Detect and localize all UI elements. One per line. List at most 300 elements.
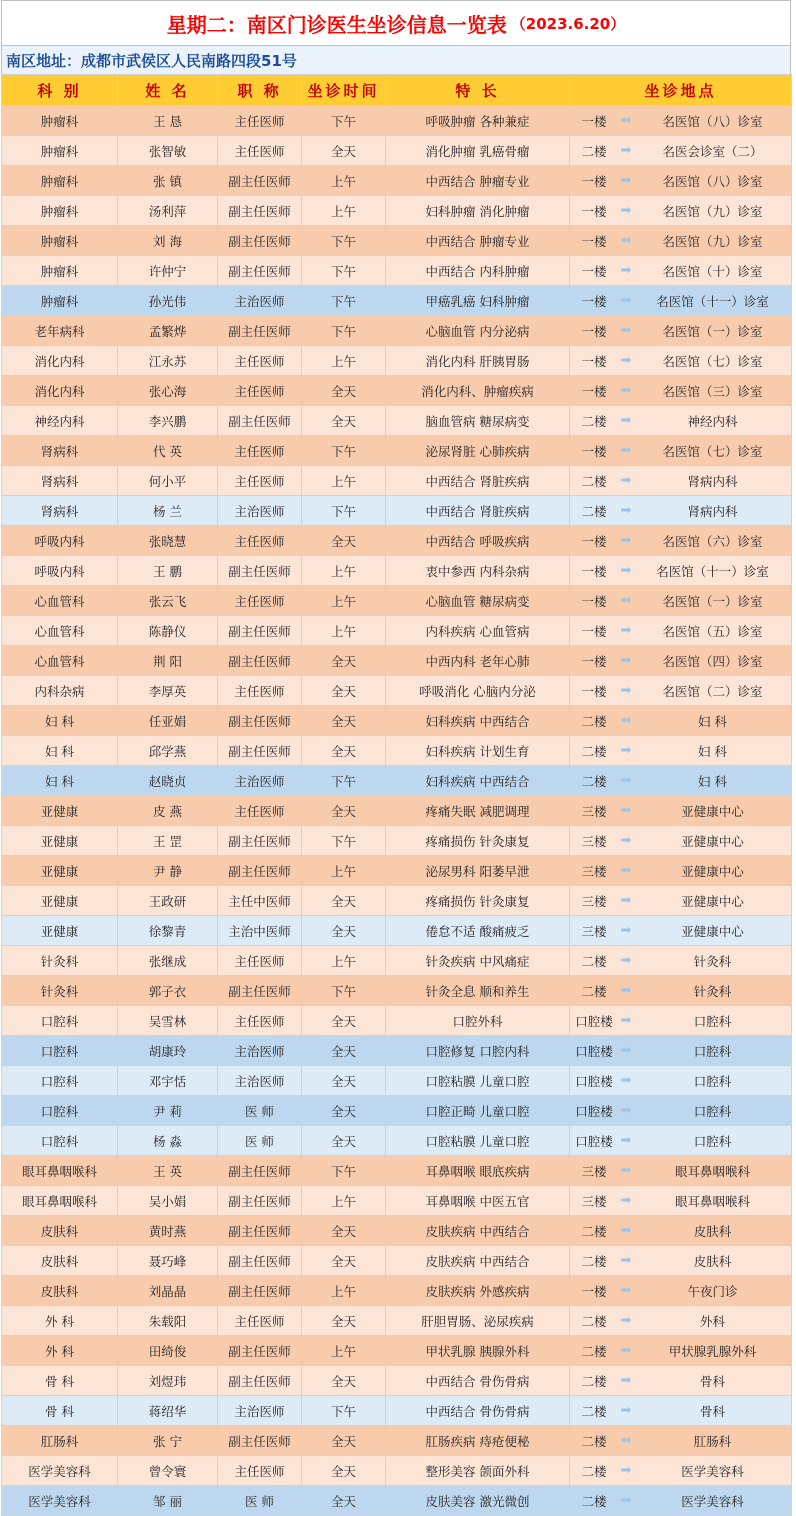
arrow-right-icon: ➡: [620, 833, 632, 848]
floor-label: 一楼: [581, 533, 607, 549]
location-cell: [570, 1156, 792, 1186]
department-cell: 内科杂病: [2, 676, 118, 706]
clinic-time-cell: 上午: [302, 466, 386, 496]
clinic-time-cell: 全天: [302, 706, 386, 736]
doctor-name-cell: 许仲宁: [118, 256, 218, 286]
header-specialty: 特 长: [386, 75, 570, 106]
specialty-cell: 口腔修复 口腔内科: [386, 1036, 570, 1066]
department-cell: 肛肠科: [2, 1426, 118, 1456]
clinic-time-cell: 全天: [302, 1096, 386, 1126]
floor-label: 一楼: [581, 383, 607, 399]
specialty-cell: 中西结合 肾脏疾病: [386, 496, 570, 526]
clinic-time-cell: 上午: [302, 166, 386, 196]
location-cell: [570, 586, 792, 616]
arrow-right-icon: ➡: [620, 1163, 632, 1178]
location-cell: [570, 256, 792, 286]
table-row: [2, 796, 792, 826]
location-cell: [570, 916, 792, 946]
arrow-right-icon: ➡: [620, 923, 632, 938]
table-row: [2, 1486, 792, 1516]
table-row: [2, 586, 792, 616]
location-cell: [570, 496, 792, 526]
department-cell: 肿瘤科: [2, 286, 118, 316]
table-row: [2, 1006, 792, 1036]
department-cell: 口腔科: [2, 1066, 118, 1096]
table-row: [2, 706, 792, 736]
job-title-cell: 主治医师: [218, 496, 302, 526]
room-label: 名医会诊室（二）: [662, 143, 763, 159]
specialty-cell: 皮肤美容 激光微创: [386, 1486, 570, 1516]
arrow-right-icon: ➡: [620, 293, 632, 308]
department-cell: 亚健康: [2, 796, 118, 826]
department-cell: 外 科: [2, 1306, 118, 1336]
arrow-right-icon: ➡: [620, 353, 632, 368]
arrow-right-icon: ➡: [620, 473, 632, 488]
floor-label: 二楼: [581, 1343, 607, 1359]
arrow-right-icon: ➡: [620, 203, 632, 218]
clinic-time-cell: 上午: [302, 1336, 386, 1366]
arrow-right-icon: ➡: [620, 383, 632, 398]
specialty-cell: 皮肤疾病 中西结合: [386, 1216, 570, 1246]
arrow-right-icon: ➡: [620, 413, 632, 428]
table-row: [2, 526, 792, 556]
table-row: [2, 1036, 792, 1066]
job-title-cell: 副主任医师: [218, 316, 302, 346]
department-cell: 消化内科: [2, 376, 118, 406]
room-label: 午夜门诊: [687, 1283, 738, 1299]
job-title-cell: 副主任医师: [218, 1426, 302, 1456]
location-cell: [570, 1216, 792, 1246]
table-row: [2, 346, 792, 376]
floor-label: 二楼: [581, 413, 607, 429]
floor-label: 二楼: [581, 1463, 607, 1479]
clinic-time-cell: 下午: [302, 1396, 386, 1426]
room-label: 骨科: [699, 1403, 725, 1419]
department-cell: 肾病科: [2, 436, 118, 466]
schedule-sheet: [1, 0, 791, 1516]
specialty-cell: 内科疾病 心血管病: [386, 616, 570, 646]
doctor-name-cell: 任亚娟: [118, 706, 218, 736]
clinic-time-cell: 全天: [302, 1426, 386, 1456]
specialty-cell: 衷中参西 内科杂病: [386, 556, 570, 586]
location-cell: [570, 796, 792, 826]
location-cell: [570, 1186, 792, 1216]
department-cell: 心血管科: [2, 586, 118, 616]
arrow-right-icon: ➡: [620, 593, 632, 608]
job-title-cell: 主治医师: [218, 1036, 302, 1066]
location-cell: [570, 646, 792, 676]
location-cell: [570, 226, 792, 256]
room-label: 名医馆（四）诊室: [662, 653, 763, 669]
room-label: 医学美容科: [681, 1493, 744, 1509]
room-label: 亚健康中心: [681, 803, 744, 819]
arrow-right-icon: ➡: [620, 1133, 632, 1148]
clinic-time-cell: 下午: [302, 286, 386, 316]
department-cell: 针灸科: [2, 976, 118, 1006]
department-cell: 肿瘤科: [2, 256, 118, 286]
job-title-cell: 副主任医师: [218, 826, 302, 856]
clinic-time-cell: 全天: [302, 376, 386, 406]
arrow-right-icon: ➡: [620, 143, 632, 158]
arrow-right-icon: ➡: [620, 863, 632, 878]
department-cell: 骨 科: [2, 1366, 118, 1396]
floor-label: 二楼: [581, 1403, 607, 1419]
specialty-cell: 口腔正畸 儿童口腔: [386, 1096, 570, 1126]
job-title-cell: 主任医师: [218, 466, 302, 496]
clinic-time-cell: 下午: [302, 106, 386, 136]
room-label: 皮肤科: [693, 1253, 732, 1269]
arrow-right-icon: ➡: [620, 263, 632, 278]
department-cell: 消化内科: [2, 346, 118, 376]
header-row: [2, 75, 792, 106]
floor-label: 二楼: [581, 1493, 607, 1509]
table-row: [2, 166, 792, 196]
title-date: （2023.6.20）: [510, 14, 626, 33]
table-row: [2, 1096, 792, 1126]
location-cell: [570, 106, 792, 136]
location-cell: [570, 1336, 792, 1366]
job-title-cell: 主任医师: [218, 136, 302, 166]
location-cell: [570, 676, 792, 706]
specialty-cell: 口腔外科: [386, 1006, 570, 1036]
doctor-name-cell: 王政研: [118, 886, 218, 916]
floor-label: 一楼: [581, 443, 607, 459]
job-title-cell: 医 师: [218, 1486, 302, 1516]
clinic-time-cell: 全天: [302, 676, 386, 706]
table-row: [2, 946, 792, 976]
doctor-name-cell: 刘晶晶: [118, 1276, 218, 1306]
job-title-cell: 副主任医师: [218, 1366, 302, 1396]
room-label: 骨科: [699, 1373, 725, 1389]
department-cell: 肾病科: [2, 466, 118, 496]
room-label: 口腔科: [693, 1013, 732, 1029]
specialty-cell: 心脑血管 糖尿病变: [386, 586, 570, 616]
doctor-name-cell: 张晓慧: [118, 526, 218, 556]
doctor-name-cell: 邱学燕: [118, 736, 218, 766]
job-title-cell: 主治医师: [218, 1396, 302, 1426]
floor-label: 二楼: [581, 1433, 607, 1449]
table-row: [2, 226, 792, 256]
job-title-cell: 副主任医师: [218, 166, 302, 196]
specialty-cell: 疼痛损伤 针灸康复: [386, 826, 570, 856]
job-title-cell: 主任医师: [218, 106, 302, 136]
clinic-time-cell: 全天: [302, 1126, 386, 1156]
arrow-right-icon: ➡: [620, 683, 632, 698]
job-title-cell: 副主任医师: [218, 406, 302, 436]
arrow-right-icon: ➡: [620, 503, 632, 518]
room-label: 名医馆（三）诊室: [662, 383, 763, 399]
job-title-cell: 主任医师: [218, 1006, 302, 1036]
specialty-cell: 倦怠不适 酸痛疲乏: [386, 916, 570, 946]
location-cell: [570, 766, 792, 796]
department-cell: 骨 科: [2, 1396, 118, 1426]
header-location: 坐诊地点: [570, 75, 792, 106]
arrow-right-icon: ➡: [620, 1433, 632, 1448]
job-title-cell: 副主任医师: [218, 556, 302, 586]
doctor-name-cell: 李厚英: [118, 676, 218, 706]
department-cell: 神经内科: [2, 406, 118, 436]
doctor-name-cell: 皮 燕: [118, 796, 218, 826]
floor-label: 三楼: [581, 863, 607, 879]
clinic-time-cell: 下午: [302, 256, 386, 286]
arrow-right-icon: ➡: [620, 953, 632, 968]
room-label: 妇 科: [698, 743, 727, 759]
table-row: [2, 616, 792, 646]
doctor-name-cell: 王 罡: [118, 826, 218, 856]
doctor-name-cell: 杨 淼: [118, 1126, 218, 1156]
clinic-time-cell: 全天: [302, 1246, 386, 1276]
room-label: 名医馆（九）诊室: [662, 203, 763, 219]
room-label: 甲状腺乳腺外科: [668, 1343, 757, 1359]
job-title-cell: 主任医师: [218, 796, 302, 826]
doctor-name-cell: 汤利萍: [118, 196, 218, 226]
arrow-right-icon: ➡: [620, 1073, 632, 1088]
department-cell: 口腔科: [2, 1126, 118, 1156]
arrow-right-icon: ➡: [620, 1043, 632, 1058]
floor-label: 一楼: [581, 563, 607, 579]
arrow-right-icon: ➡: [620, 713, 632, 728]
location-cell: [570, 286, 792, 316]
job-title-cell: 主任医师: [218, 376, 302, 406]
room-label: 肾病内科: [687, 473, 738, 489]
specialty-cell: 皮肤疾病 中西结合: [386, 1246, 570, 1276]
specialty-cell: 心脑血管 内分泌病: [386, 316, 570, 346]
location-cell: [570, 436, 792, 466]
location-cell: [570, 1246, 792, 1276]
room-label: 名医馆（十）诊室: [662, 263, 763, 279]
floor-label: 一楼: [581, 233, 607, 249]
table-row: [2, 826, 792, 856]
table-row: [2, 316, 792, 346]
room-label: 口腔科: [693, 1133, 732, 1149]
location-cell: [570, 736, 792, 766]
room-label: 医学美容科: [681, 1463, 744, 1479]
table-row: [2, 136, 792, 166]
clinic-time-cell: 上午: [302, 586, 386, 616]
location-cell: [570, 1306, 792, 1336]
doctor-name-cell: 张云飞: [118, 586, 218, 616]
clinic-time-cell: 上午: [302, 616, 386, 646]
specialty-cell: 妇科疾病 计划生育: [386, 736, 570, 766]
floor-label: 三楼: [581, 1193, 607, 1209]
location-cell: [570, 1096, 792, 1126]
job-title-cell: 主治中医师: [218, 916, 302, 946]
floor-label: 二楼: [581, 1373, 607, 1389]
clinic-time-cell: 全天: [302, 1006, 386, 1036]
job-title-cell: 副主任医师: [218, 706, 302, 736]
room-label: 名医馆（二）诊室: [662, 683, 763, 699]
arrow-right-icon: ➡: [620, 743, 632, 758]
clinic-time-cell: 全天: [302, 796, 386, 826]
title-bar: [1, 0, 791, 45]
arrow-right-icon: ➡: [620, 1463, 632, 1478]
doctor-name-cell: 胡康玲: [118, 1036, 218, 1066]
table-row: [2, 556, 792, 586]
floor-label: 口腔楼: [575, 1133, 613, 1149]
floor-label: 三楼: [581, 803, 607, 819]
room-label: 名医馆（七）诊室: [662, 353, 763, 369]
floor-label: 二楼: [581, 1253, 607, 1269]
floor-label: 一楼: [581, 653, 607, 669]
doctor-name-cell: 吴雪林: [118, 1006, 218, 1036]
arrow-right-icon: ➡: [620, 1193, 632, 1208]
floor-label: 二楼: [581, 1223, 607, 1239]
table-row: [2, 646, 792, 676]
floor-label: 三楼: [581, 923, 607, 939]
clinic-time-cell: 全天: [302, 406, 386, 436]
arrow-right-icon: ➡: [620, 653, 632, 668]
room-label: 名医馆（一）诊室: [662, 593, 763, 609]
department-cell: 肿瘤科: [2, 166, 118, 196]
specialty-cell: 妇科疾病 中西结合: [386, 766, 570, 796]
location-cell: [570, 406, 792, 436]
doctor-name-cell: 曾令寰: [118, 1456, 218, 1486]
doctor-name-cell: 孙光伟: [118, 286, 218, 316]
room-label: 亚健康中心: [681, 833, 744, 849]
specialty-cell: 耳鼻咽喉 眼底疾病: [386, 1156, 570, 1186]
room-label: 名医馆（六）诊室: [662, 533, 763, 549]
doctor-name-cell: 代 英: [118, 436, 218, 466]
location-cell: [570, 1456, 792, 1486]
room-label: 名医馆（八）诊室: [662, 173, 763, 189]
floor-label: 三楼: [581, 1163, 607, 1179]
specialty-cell: 消化肿瘤 乳癌骨瘤: [386, 136, 570, 166]
department-cell: 皮肤科: [2, 1276, 118, 1306]
specialty-cell: 针灸疾病 中风痛症: [386, 946, 570, 976]
doctor-name-cell: 聂巧峰: [118, 1246, 218, 1276]
room-label: 神经内科: [687, 413, 738, 429]
clinic-time-cell: 全天: [302, 1036, 386, 1066]
table-row: [2, 1186, 792, 1216]
floor-label: 一楼: [581, 323, 607, 339]
table-row: [2, 886, 792, 916]
table-row: [2, 286, 792, 316]
department-cell: 肿瘤科: [2, 136, 118, 166]
floor-label: 三楼: [581, 833, 607, 849]
job-title-cell: 主任医师: [218, 436, 302, 466]
floor-label: 口腔楼: [575, 1043, 613, 1059]
doctor-name-cell: 刘煜玮: [118, 1366, 218, 1396]
job-title-cell: 副主任医师: [218, 616, 302, 646]
room-label: 名医馆（七）诊室: [662, 443, 763, 459]
clinic-time-cell: 全天: [302, 886, 386, 916]
table-row: [2, 766, 792, 796]
room-label: 名医馆（十一）诊室: [656, 293, 769, 309]
department-cell: 皮肤科: [2, 1216, 118, 1246]
doctor-name-cell: 王 鹏: [118, 556, 218, 586]
clinic-time-cell: 下午: [302, 496, 386, 526]
page-title: 星期二：南区门诊医生坐诊信息一览表: [166, 12, 507, 37]
specialty-cell: 耳鼻咽喉 中医五官: [386, 1186, 570, 1216]
department-cell: 老年病科: [2, 316, 118, 346]
floor-label: 二楼: [581, 143, 607, 159]
room-label: 口腔科: [693, 1073, 732, 1089]
department-cell: 眼耳鼻咽喉科: [2, 1186, 118, 1216]
department-cell: 医学美容科: [2, 1486, 118, 1516]
location-cell: [570, 1066, 792, 1096]
floor-label: 口腔楼: [575, 1073, 613, 1089]
clinic-time-cell: 全天: [302, 646, 386, 676]
floor-label: 一楼: [581, 263, 607, 279]
floor-label: 二楼: [581, 473, 607, 489]
location-cell: [570, 616, 792, 646]
specialty-cell: 口腔粘膜 儿童口腔: [386, 1066, 570, 1096]
doctor-name-cell: 张 镇: [118, 166, 218, 196]
floor-label: 口腔楼: [575, 1103, 613, 1119]
table-row: [2, 406, 792, 436]
job-title-cell: 副主任医师: [218, 1156, 302, 1186]
specialty-cell: 中西结合 肿瘤专业: [386, 226, 570, 256]
specialty-cell: 呼吸肿瘤 各种兼症: [386, 106, 570, 136]
arrow-right-icon: ➡: [620, 533, 632, 548]
clinic-time-cell: 全天: [302, 1456, 386, 1486]
table-row: [2, 1066, 792, 1096]
department-cell: 妇 科: [2, 736, 118, 766]
room-label: 皮肤科: [693, 1223, 732, 1239]
job-title-cell: 医 师: [218, 1096, 302, 1126]
doctor-name-cell: 张智敏: [118, 136, 218, 166]
specialty-cell: 脑血管病 糖尿病变: [386, 406, 570, 436]
arrow-right-icon: ➡: [620, 443, 632, 458]
department-cell: 亚健康: [2, 826, 118, 856]
location-cell: [570, 1006, 792, 1036]
location-cell: [570, 1366, 792, 1396]
department-cell: 呼吸内科: [2, 556, 118, 586]
doctor-name-cell: 王 恳: [118, 106, 218, 136]
location-cell: [570, 376, 792, 406]
doctor-name-cell: 邓宇恬: [118, 1066, 218, 1096]
table-row: [2, 1216, 792, 1246]
location-cell: [570, 466, 792, 496]
doctor-name-cell: 尹 静: [118, 856, 218, 886]
specialty-cell: 妇科疾病 中西结合: [386, 706, 570, 736]
floor-label: 二楼: [581, 983, 607, 999]
room-label: 针灸科: [693, 983, 732, 999]
doctor-name-cell: 杨 兰: [118, 496, 218, 526]
doctor-name-cell: 江永苏: [118, 346, 218, 376]
doctor-name-cell: 田绮俊: [118, 1336, 218, 1366]
job-title-cell: 副主任医师: [218, 976, 302, 1006]
specialty-cell: 中西结合 骨伤骨病: [386, 1366, 570, 1396]
job-title-cell: 医 师: [218, 1126, 302, 1156]
arrow-right-icon: ➡: [620, 323, 632, 338]
arrow-right-icon: ➡: [620, 1223, 632, 1238]
doctor-name-cell: 王 英: [118, 1156, 218, 1186]
location-cell: [570, 196, 792, 226]
specialty-cell: 中西结合 肿瘤专业: [386, 166, 570, 196]
header-title: 职 称: [218, 75, 302, 106]
arrow-right-icon: ➡: [620, 893, 632, 908]
job-title-cell: 副主任医师: [218, 256, 302, 286]
room-label: 亚健康中心: [681, 893, 744, 909]
arrow-right-icon: ➡: [620, 563, 632, 578]
location-cell: [570, 526, 792, 556]
specialty-cell: 泌尿男科 阳萎早泄: [386, 856, 570, 886]
doctor-schedule-table: [1, 74, 792, 1516]
arrow-right-icon: ➡: [620, 1013, 632, 1028]
floor-label: 三楼: [581, 893, 607, 909]
department-cell: 口腔科: [2, 1036, 118, 1066]
job-title-cell: 副主任医师: [218, 1186, 302, 1216]
table-row: [2, 1126, 792, 1156]
arrow-right-icon: ➡: [620, 1283, 632, 1298]
table-row: [2, 496, 792, 526]
specialty-cell: 消化内科、肿瘤疾病: [386, 376, 570, 406]
specialty-cell: 妇科肿瘤 消化肿瘤: [386, 196, 570, 226]
arrow-right-icon: ➡: [620, 1343, 632, 1358]
table-row: [2, 1276, 792, 1306]
department-cell: 妇 科: [2, 706, 118, 736]
